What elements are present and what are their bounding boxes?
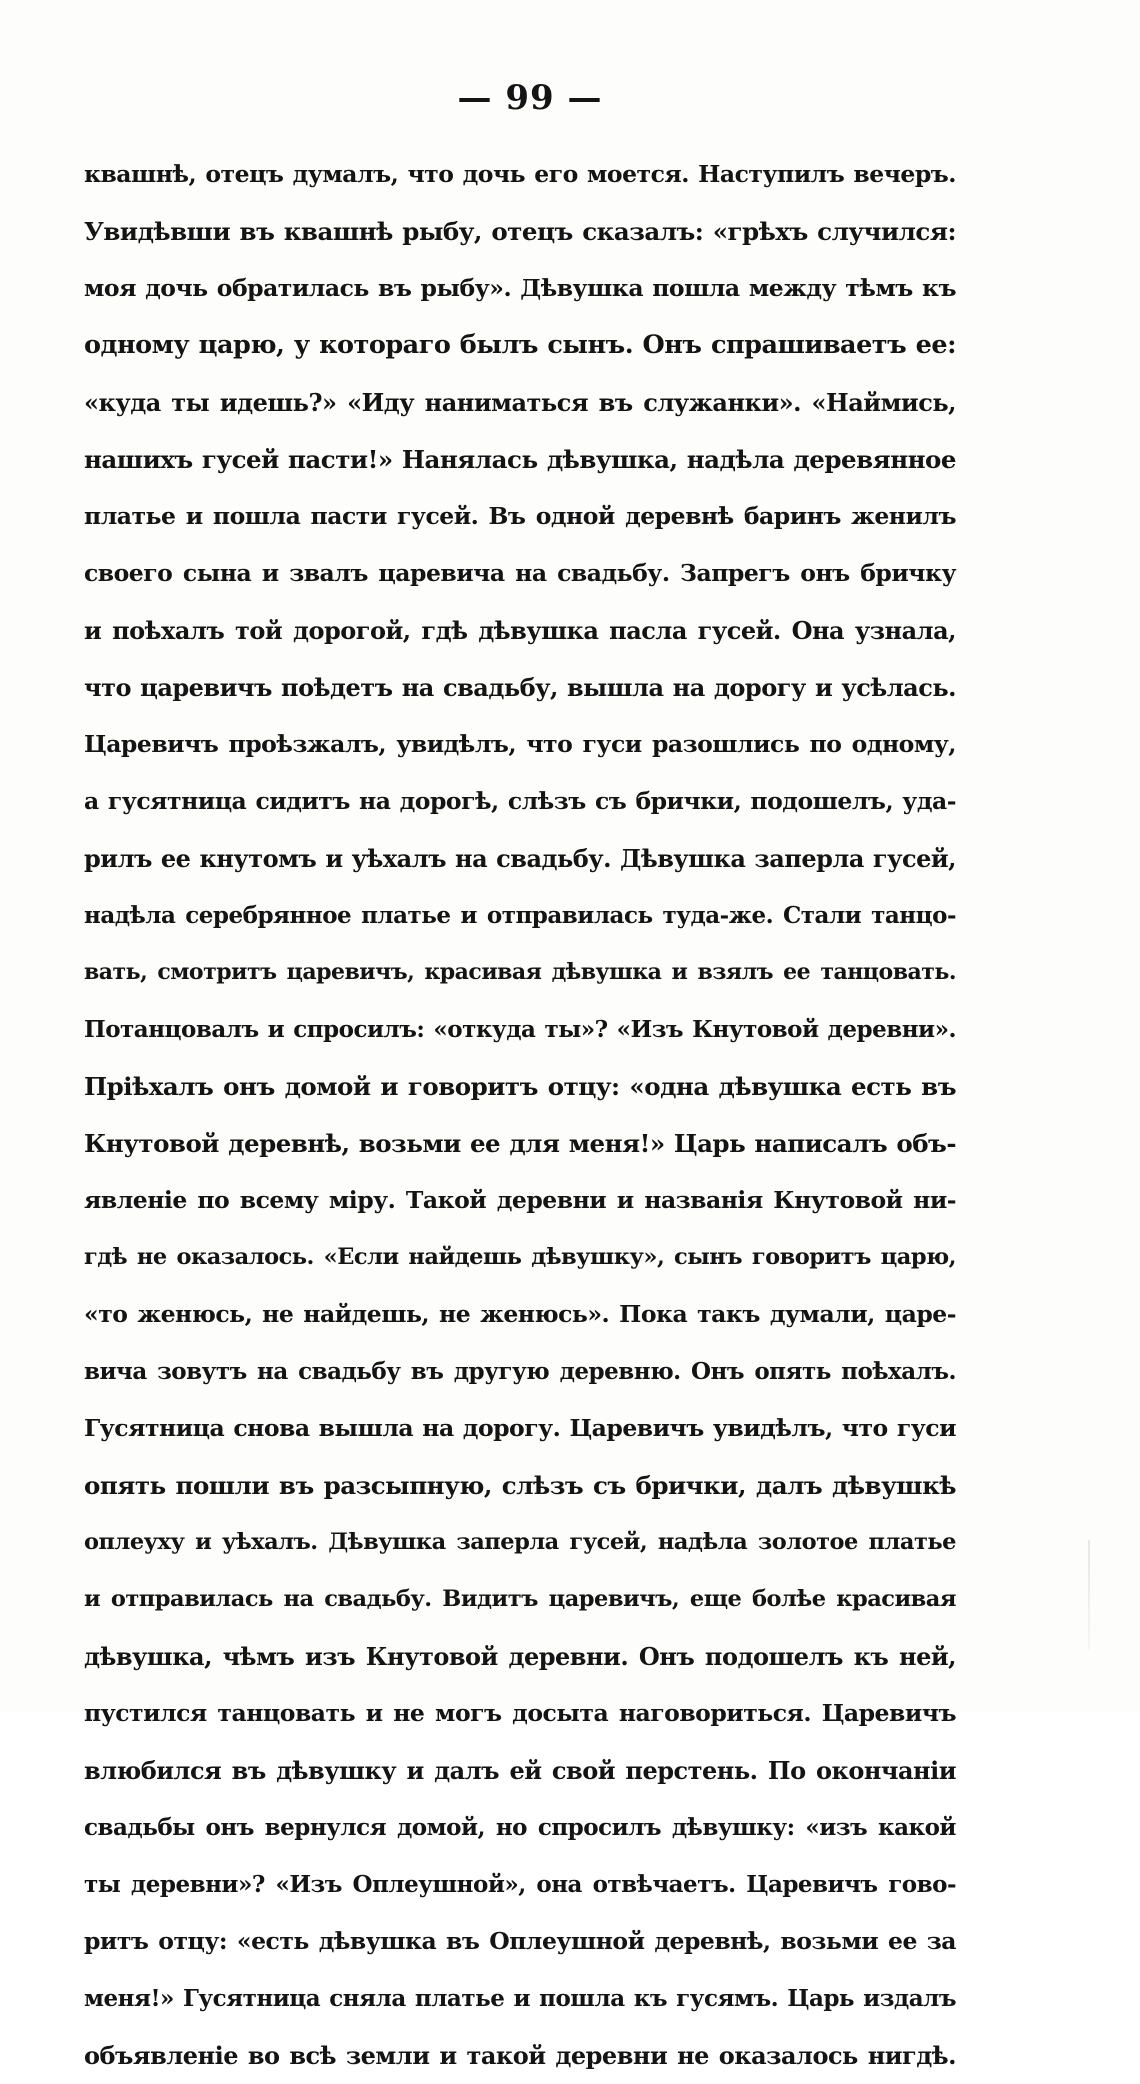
text-line: опять пошли въ разсыпную, слѣзъ съ брички, далъ дѣвушкѣ [84,1471,956,1500]
text-line: Кнутовой деревнѣ, возьми ее для меня!» Царь написалъ объ- [84,1129,956,1158]
text-line: а гусятница сидитъ на дорогѣ, слѣзъ съ брички, подошелъ, уда- [84,787,956,815]
text-line: свадьбы онъ вернулся домой, но спросилъ дѣвушку: «изъ какой [84,1814,956,1841]
text-line: одному царю, у котораго былъ сынъ. Онъ спрашиваетъ ее: [84,330,956,360]
page-number: — 99 — [457,78,603,118]
text-line: объявленіе во всѣ земли и такой деревни не оказалось нигдѣ. [84,2041,956,2070]
text-line: нашихъ гусей пасти!» Нанялась дѣвушка, надѣла деревянное [84,445,956,474]
text-line: своего сына и звалъ царевича на свадьбу. Запрегъ онъ бричку [84,559,956,587]
page-edge-shadow [1088,1540,1090,1650]
text-line: Гусятница снова вышла на дорогу. Царевичъ увидѣлъ, что гуси [84,1414,956,1442]
text-line: вать, смотритъ царевичъ, красивая дѣвушка и взялъ ее танцовать. [84,959,956,985]
text-line: вича зовутъ на свадьбу въ другую деревню. Онъ опять поѣхалъ. [84,1358,956,1385]
text-line: и поѣхалъ той дорогой, гдѣ дѣвушка пасла гусей. Она узнала, [84,616,956,645]
text-line: «то женюсь, не найдешь, не женюсь». Пока такъ думали, царе- [84,1300,956,1328]
text-line: Потанцовалъ и спросилъ: «откуда ты»? «Изъ Кнутовой деревни». [84,1016,956,1043]
text-line: Царевичъ проѣзжалъ, увидѣлъ, что гуси разошлись по одному, [84,730,956,758]
text-line: дѣвушка, чѣмъ изъ Кнутовой деревни. Онъ подошелъ къ ней, [84,1642,956,1671]
body-text [84,146,956,2084]
text-line: влюбился въ дѣвушку и далъ ей свой перстень. По окончаніи [84,1756,956,1785]
text-line: квашнѣ, отецъ думалъ, что дочь его моется. Наступилъ вечеръ. [84,160,956,188]
text-line: рилъ ее кнутомъ и уѣхалъ на свадьбу. Дѣвушка заперла гусей, [84,844,956,873]
text-line: явленіе по всему міру. Такой деревни и названія Кнутовой ни- [84,1186,956,1214]
text-line: что царевичъ поѣдетъ на свадьбу, вышла на дорогу и усѣлась. [84,673,956,702]
text-line: надѣла серебрянное платье и отправилась туда-же. Стали танцо- [84,902,956,929]
text-line: и отправилась на свадьбу. Видитъ царевичъ, еще болѣе красивая [84,1586,956,1612]
text-line: моя дочь обратилась въ рыбу». Дѣвушка пошла между тѣмъ къ [84,274,956,302]
text-line: Увидѣвши въ квашнѣ рыбу, отецъ сказалъ: «грѣхъ случился: [84,217,956,246]
text-line: «куда ты идешь?» «Иду наниматься въ служанки». «Наймись, [84,388,956,417]
text-line: ритъ отцу: «есть дѣвушка въ Оплеушной деревнѣ, возьми ее за [84,1927,956,1955]
text-line: пустился танцовать и не могъ досыта наговориться. Царевичъ [84,1699,956,1727]
text-line: платье и пошла пасти гусей. Въ одной деревнѣ баринъ женилъ [84,502,956,530]
text-line: меня!» Гусятница сняла платье и пошла къ гусямъ. Царь издалъ [84,1985,956,2012]
text-line: Пріѣхалъ онъ домой и говоритъ отцу: «одна дѣвушка есть въ [84,1072,956,1101]
text-line: гдѣ не оказалось. «Если найдешь дѣвушку», сынъ говоритъ царю, [84,1244,956,1270]
text-line: оплеуху и уѣхалъ. Дѣвушка заперла гусей, надѣла золотое платье [84,1529,956,1555]
text-line: ты деревни»? «Изъ Оплеушной», она отвѣчаетъ. Царевичъ гово- [84,1871,956,1898]
